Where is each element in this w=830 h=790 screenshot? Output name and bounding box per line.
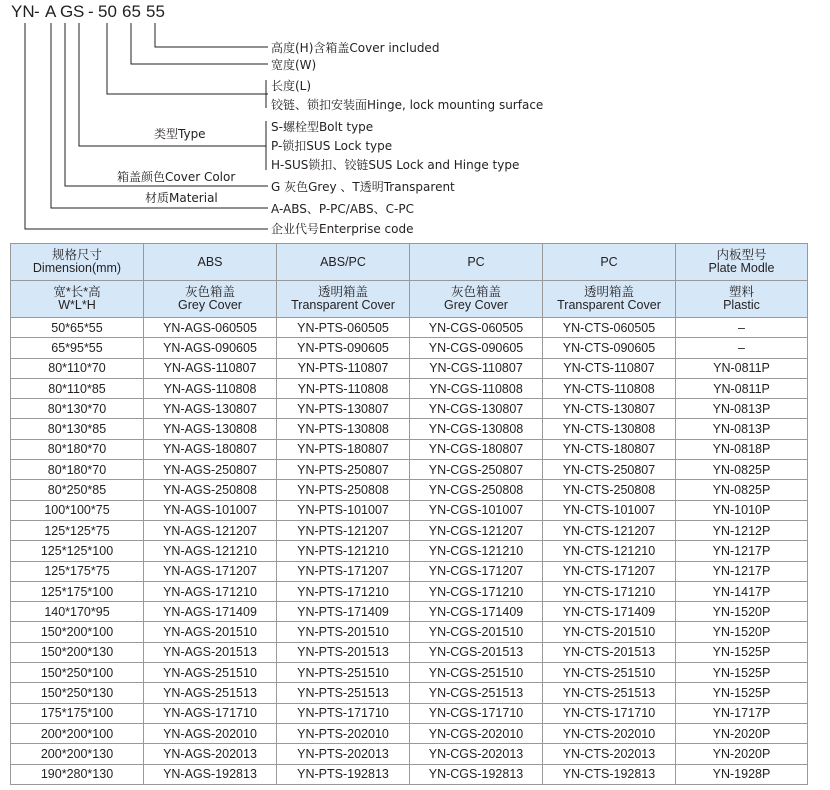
- code-height: 55: [146, 2, 165, 21]
- legend-height: 高度(H)含箱盖Cover included: [271, 41, 440, 55]
- code-dash-2: -: [88, 2, 94, 21]
- table-cell: YN-1928P: [676, 764, 808, 784]
- table-cell: YN-PTS-110807: [277, 358, 410, 378]
- table-cell: YN-PTS-121210: [277, 541, 410, 561]
- table-cell: 80*110*85: [11, 378, 144, 398]
- table-cell: YN-CTS-251513: [543, 683, 676, 703]
- header-cell-line: 塑料: [728, 285, 754, 299]
- header-cell-line: Plate Modle: [708, 261, 775, 275]
- table-cell: YN-2020P: [676, 723, 808, 743]
- legend-length-surface: 铰链、锁扣安装面Hinge, lock mounting surface: [271, 98, 544, 112]
- code-length: 50: [98, 2, 117, 21]
- header-row-2: [11, 281, 808, 318]
- table-cell: YN-CGS-171210: [410, 581, 543, 601]
- table-cell: YN-CTS-201510: [543, 622, 676, 642]
- legend-width: 宽度(W): [271, 58, 317, 72]
- table-cell: YN-CGS-130808: [410, 419, 543, 439]
- table-cell: YN-CTS-192813: [543, 764, 676, 784]
- table-cell: YN-CTS-201513: [543, 642, 676, 662]
- table-cell: YN-AGS-121207: [144, 520, 277, 540]
- table-cell: YN-PTS-130808: [277, 419, 410, 439]
- header-cell-line: Grey Cover: [178, 298, 242, 312]
- header-cell: [676, 244, 808, 281]
- table-cell: YN-AGS-251510: [144, 663, 277, 683]
- table-cell: YN-0825P: [676, 460, 808, 480]
- table-cell: YN-1212P: [676, 520, 808, 540]
- table-cell: YN-1217P: [676, 561, 808, 581]
- table-cell: YN-AGS-180807: [144, 439, 277, 459]
- table-cell: YN-PTS-101007: [277, 500, 410, 520]
- table-cell: YN-PTS-171210: [277, 581, 410, 601]
- table-row: [11, 500, 808, 520]
- legend-color-options: G 灰色Grey 、T透明Transparent: [271, 180, 455, 194]
- table-cell: YN-PTS-201513: [277, 642, 410, 662]
- table-cell: YN-1520P: [676, 602, 808, 622]
- table-cell: YN-0813P: [676, 399, 808, 419]
- table-cell: 50*65*55: [11, 318, 144, 338]
- header-cell: [277, 244, 410, 281]
- table-cell: YN-PTS-110808: [277, 378, 410, 398]
- header-cell-line: Plastic: [723, 298, 760, 312]
- table-cell: 150*250*130: [11, 683, 144, 703]
- spec-table: [10, 243, 808, 785]
- table-cell: YN-AGS-201510: [144, 622, 277, 642]
- table-cell: YN-PTS-171710: [277, 703, 410, 723]
- table-cell: YN-CTS-090605: [543, 338, 676, 358]
- header-cell: [676, 281, 808, 318]
- header-cell-line: 内板型号: [716, 248, 767, 262]
- table-cell: YN-CGS-110808: [410, 378, 543, 398]
- table-cell: YN-AGS-171207: [144, 561, 277, 581]
- code-material: A: [45, 2, 57, 21]
- table-cell: YN-AGS-202010: [144, 723, 277, 743]
- table-cell: YN-CTS-110807: [543, 358, 676, 378]
- table-cell: YN-PTS-201510: [277, 622, 410, 642]
- table-cell: 80*130*70: [11, 399, 144, 419]
- table-row: [11, 663, 808, 683]
- table-cell: YN-CTS-060505: [543, 318, 676, 338]
- table-row: [11, 744, 808, 764]
- header-cell-line: Transparent Cover: [557, 298, 661, 312]
- table-cell: YN-CGS-130807: [410, 399, 543, 419]
- table-cell: 190*280*130: [11, 764, 144, 784]
- table-cell: YN-CGS-202010: [410, 723, 543, 743]
- legend-color-title: 箱盖颜色Cover Color: [117, 170, 236, 184]
- table-cell: YN-CTS-202013: [543, 744, 676, 764]
- code-width: 65: [122, 2, 141, 21]
- table-cell: YN-PTS-121207: [277, 520, 410, 540]
- table-cell: YN-PTS-192813: [277, 764, 410, 784]
- table-cell: YN-0811P: [676, 358, 808, 378]
- table-cell: 80*180*70: [11, 439, 144, 459]
- table-cell: YN-CGS-121207: [410, 520, 543, 540]
- table-cell: YN-AGS-130807: [144, 399, 277, 419]
- table-cell: YN-PTS-251510: [277, 663, 410, 683]
- table-cell: YN-AGS-110808: [144, 378, 277, 398]
- table-cell: YN-PTS-250807: [277, 460, 410, 480]
- legend-type-lock-hinge: H-SUS锁扣、铰链SUS Lock and Hinge type: [271, 158, 520, 172]
- legend-material-title: 材质Material: [145, 191, 218, 205]
- table-row: [11, 378, 808, 398]
- table-cell: YN-PTS-130807: [277, 399, 410, 419]
- table-cell: YN-1717P: [676, 703, 808, 723]
- table-cell: YN-AGS-250808: [144, 480, 277, 500]
- table-cell: YN-CGS-101007: [410, 500, 543, 520]
- table-cell: YN-PTS-202013: [277, 744, 410, 764]
- table-cell: YN-CGS-201513: [410, 642, 543, 662]
- table-cell: YN-PTS-250808: [277, 480, 410, 500]
- code-type: S: [73, 2, 85, 21]
- header-cell-line: Grey Cover: [444, 298, 508, 312]
- table-cell: –: [676, 338, 808, 358]
- table-cell: YN-1525P: [676, 663, 808, 683]
- table-cell: 125*175*100: [11, 581, 144, 601]
- table-cell: 200*200*100: [11, 723, 144, 743]
- table-cell: YN-0811P: [676, 378, 808, 398]
- code-color: G: [60, 2, 74, 21]
- table-cell: YN-AGS-251513: [144, 683, 277, 703]
- table-row: [11, 338, 808, 358]
- table-cell: YN-CGS-171710: [410, 703, 543, 723]
- header-cell: [543, 244, 676, 281]
- table-cell: YN-AGS-201513: [144, 642, 277, 662]
- table-cell: YN-CGS-110807: [410, 358, 543, 378]
- table-cell: YN-1217P: [676, 541, 808, 561]
- header-cell-line: 透明箱盖: [583, 285, 634, 299]
- table-cell: YN-PTS-090605: [277, 338, 410, 358]
- header-cell-line: 灰色箱盖: [184, 285, 235, 299]
- table-cell: 140*170*95: [11, 602, 144, 622]
- table-cell: YN-2020P: [676, 744, 808, 764]
- table-cell: YN-AGS-090605: [144, 338, 277, 358]
- table-row: [11, 419, 808, 439]
- table-cell: YN-0818P: [676, 439, 808, 459]
- table-cell: YN-AGS-101007: [144, 500, 277, 520]
- header-cell: [410, 244, 543, 281]
- table-row: [11, 602, 808, 622]
- table-row: [11, 622, 808, 642]
- header-cell: [277, 281, 410, 318]
- legend-length: 长度(L): [271, 79, 312, 93]
- table-cell: YN-AGS-060505: [144, 318, 277, 338]
- table-cell: YN-PTS-180807: [277, 439, 410, 459]
- table-cell: YN-CTS-121207: [543, 520, 676, 540]
- table-cell: YN-0813P: [676, 419, 808, 439]
- table-cell: YN-CTS-250808: [543, 480, 676, 500]
- table-cell: YN-1010P: [676, 500, 808, 520]
- table-cell: YN-PTS-251513: [277, 683, 410, 703]
- table-cell: 200*200*130: [11, 744, 144, 764]
- table-cell: YN-CGS-251513: [410, 683, 543, 703]
- table-cell: YN-PTS-171409: [277, 602, 410, 622]
- table-cell: YN-CTS-171210: [543, 581, 676, 601]
- table-cell: YN-CTS-171710: [543, 703, 676, 723]
- table-cell: YN-CGS-060505: [410, 318, 543, 338]
- table-cell: YN-AGS-202013: [144, 744, 277, 764]
- table-cell: 80*110*70: [11, 358, 144, 378]
- table-row: [11, 318, 808, 338]
- table-cell: YN-AGS-130808: [144, 419, 277, 439]
- header-row-1: [11, 244, 808, 281]
- table-row: [11, 480, 808, 500]
- table-cell: YN-PTS-171207: [277, 561, 410, 581]
- table-cell: YN-CTS-251510: [543, 663, 676, 683]
- legend-enterprise: 企业代号Enterprise code: [271, 222, 414, 236]
- table-row: [11, 683, 808, 703]
- header-cell-line: 规格尺寸: [51, 248, 102, 262]
- table-row: [11, 358, 808, 378]
- code-dash-1: -: [34, 2, 40, 21]
- table-cell: YN-0825P: [676, 480, 808, 500]
- table-cell: YN-AGS-250807: [144, 460, 277, 480]
- header-cell-line: PC: [467, 254, 485, 269]
- table-row: [11, 642, 808, 662]
- table-row: [11, 703, 808, 723]
- header-cell-line: 透明箱盖: [317, 285, 368, 299]
- table-cell: 80*250*85: [11, 480, 144, 500]
- header-cell: [144, 244, 277, 281]
- table-cell: 125*175*75: [11, 561, 144, 581]
- table-cell: 65*95*55: [11, 338, 144, 358]
- table-cell: 125*125*75: [11, 520, 144, 540]
- table-cell: YN-CTS-180807: [543, 439, 676, 459]
- table-cell: YN-CTS-101007: [543, 500, 676, 520]
- table-cell: 80*180*70: [11, 460, 144, 480]
- header-cell-line: ABS: [197, 254, 223, 269]
- header-cell-line: ABS/PC: [320, 254, 366, 269]
- table-cell: YN-CGS-171409: [410, 602, 543, 622]
- table-cell: YN-AGS-171710: [144, 703, 277, 723]
- header-cell: [410, 281, 543, 318]
- table-cell: 125*125*100: [11, 541, 144, 561]
- table-cell: YN-CGS-201510: [410, 622, 543, 642]
- header-cell-line: Dimension(mm): [32, 261, 122, 275]
- table-cell: YN-AGS-110807: [144, 358, 277, 378]
- table-cell: YN-CGS-192813: [410, 764, 543, 784]
- legend-type-bolt: S-螺栓型Bolt type: [271, 120, 374, 134]
- table-cell: YN-AGS-192813: [144, 764, 277, 784]
- table-cell: YN-CTS-121210: [543, 541, 676, 561]
- table-row: [11, 764, 808, 784]
- table-cell: –: [676, 318, 808, 338]
- table-cell: YN-CTS-171409: [543, 602, 676, 622]
- table-row: [11, 581, 808, 601]
- table-cell: YN-1525P: [676, 683, 808, 703]
- table-cell: YN-CTS-250807: [543, 460, 676, 480]
- table-row: [11, 520, 808, 540]
- table-cell: YN-CGS-250807: [410, 460, 543, 480]
- table-cell: YN-AGS-171409: [144, 602, 277, 622]
- legend-type-title: 类型Type: [154, 127, 206, 141]
- header-cell-line: PC: [600, 254, 618, 269]
- table-cell: 150*250*100: [11, 663, 144, 683]
- table-cell: YN-CGS-202013: [410, 744, 543, 764]
- table-cell: YN-1520P: [676, 622, 808, 642]
- table-cell: YN-CTS-130807: [543, 399, 676, 419]
- table-cell: YN-CTS-110808: [543, 378, 676, 398]
- table-row: [11, 460, 808, 480]
- table-cell: YN-CGS-090605: [410, 338, 543, 358]
- table-cell: YN-PTS-202010: [277, 723, 410, 743]
- header-cell: [11, 244, 144, 281]
- table-row: [11, 399, 808, 419]
- table-cell: 80*130*85: [11, 419, 144, 439]
- header-cell-line: 宽*长*高: [53, 285, 101, 299]
- header-cell-line: Transparent Cover: [291, 298, 395, 312]
- table-cell: YN-CGS-250808: [410, 480, 543, 500]
- table-row: [11, 723, 808, 743]
- table-cell: YN-CGS-171207: [410, 561, 543, 581]
- table-row: [11, 561, 808, 581]
- table-cell: YN-CTS-202010: [543, 723, 676, 743]
- table-cell: YN-CGS-251510: [410, 663, 543, 683]
- table-cell: YN-CTS-171207: [543, 561, 676, 581]
- header-cell-line: 灰色箱盖: [450, 285, 501, 299]
- table-cell: 150*200*100: [11, 622, 144, 642]
- table-cell: YN-1525P: [676, 642, 808, 662]
- table-cell: YN-CTS-130808: [543, 419, 676, 439]
- table-cell: YN-PTS-060505: [277, 318, 410, 338]
- legend-material-options: A-ABS、P-PC/ABS、C-PC: [271, 202, 414, 216]
- table-cell: 175*175*100: [11, 703, 144, 723]
- legend-type-lock: P-锁扣SUS Lock type: [271, 139, 393, 153]
- table-row: [11, 541, 808, 561]
- table-cell: 100*100*75: [11, 500, 144, 520]
- code-leader-lines: [0, 0, 830, 240]
- table-row: [11, 439, 808, 459]
- table-cell: 150*200*130: [11, 642, 144, 662]
- code-enterprise: YN: [11, 2, 35, 21]
- header-cell: [144, 281, 277, 318]
- header-cell: [543, 281, 676, 318]
- table-cell: YN-CGS-121210: [410, 541, 543, 561]
- table-cell: YN-AGS-171210: [144, 581, 277, 601]
- table-cell: YN-1417P: [676, 581, 808, 601]
- table-cell: YN-CGS-180807: [410, 439, 543, 459]
- header-cell: [11, 281, 144, 318]
- header-cell-line: W*L*H: [58, 298, 96, 312]
- table-cell: YN-AGS-121210: [144, 541, 277, 561]
